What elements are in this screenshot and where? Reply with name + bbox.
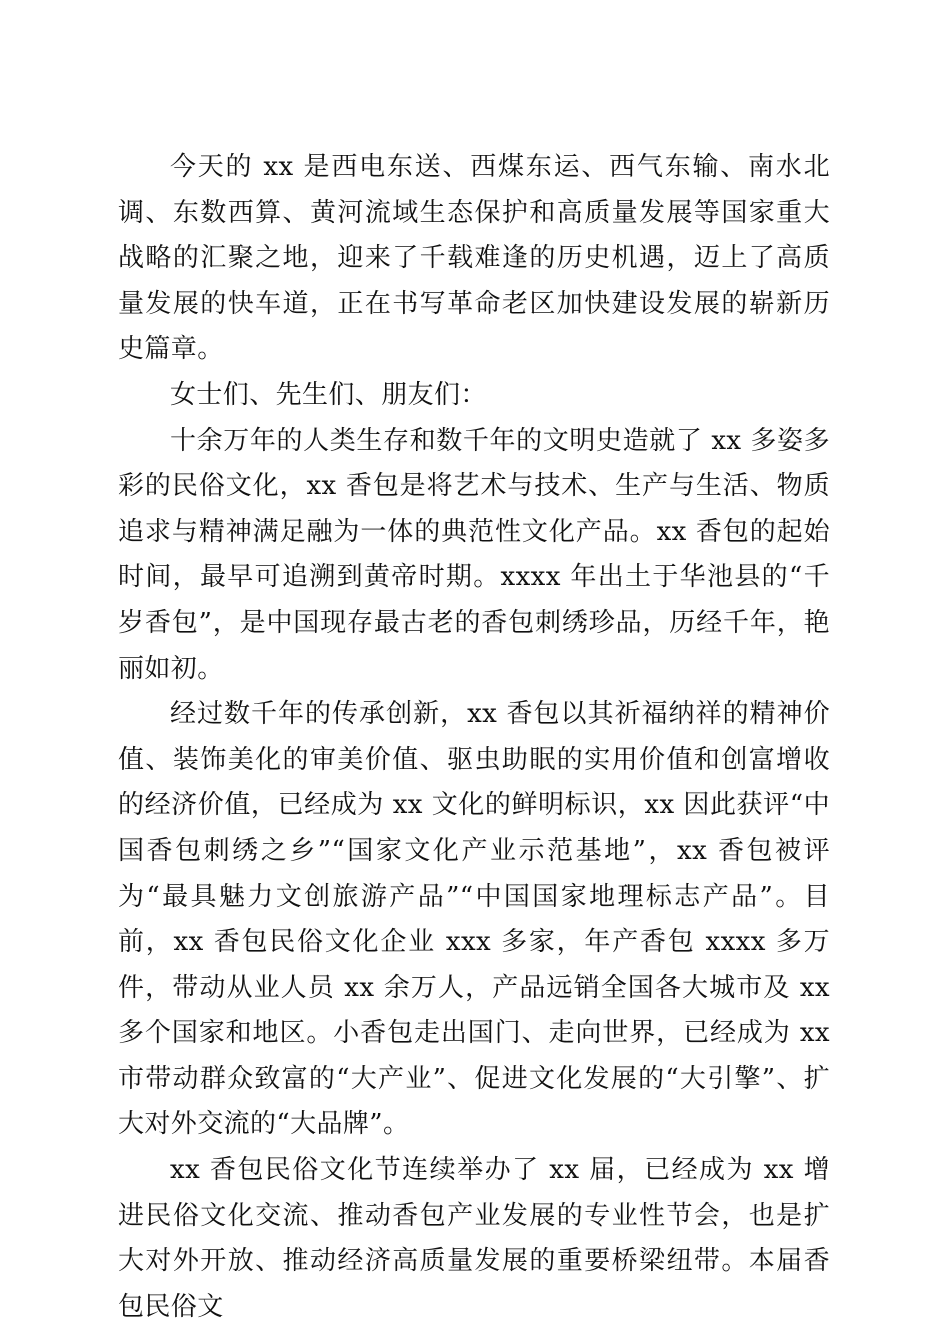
document-body [118, 145, 830, 1330]
paragraph-2: 女士们、先生们、朋友们： [170, 379, 487, 410]
paragraph-4: 经过数千年的传承创新，xx 香包以其祈福纳祥的精神价值、装饰美化的审美价值、驱虫助眠的实用价值和创富增收的经济价值，已经成为 xx 文化的鲜明标识，xx 因此获评“中国香包刺绣之乡”“国家文化产业示范基地”，xx 香包被评为“最具魅力文创旅游产品”“中国国家地理标志产品”。目前，xx 香包民俗文化企业 xxx 多家，年产香包 xxxx 多万件，带动从业人员 xx 余万人，产品远销全国各大城市及 xx 多个国家和地区。小香包走出国门、走向世界，已经成为 xx 市带动群众致富的“大产业”、促进文化发展的“大引擎”、扩大对外交流的“大品牌”。 [118, 699, 830, 1140]
paragraph-5: xx 香包民俗文化节连续举办了 xx 届，已经成为 xx 增进民俗文化交流、推动香包产业发展的专业性节会，也是扩大对外开放、推动经济高质量发展的重要桥梁纽带。本届香包民俗文 [118, 1155, 830, 1322]
paragraph-1: 今天的 xx 是西电东送、西煤东运、西气东输、南水北调、东数西算、黄河流域生态保护和高质量发展等国家重大战略的汇聚之地，迎来了千载难逢的历史机遇，迈上了高质量发展的快车道，正在书写革命老区加快建设发展的崭新历史篇章。 [118, 152, 830, 365]
paragraph-3: 十余万年的人类生存和数千年的文明史造就了 xx 多姿多彩的民俗文化，xx 香包是将艺术与技术、生产与生活、物质追求与精神满足融为一体的典范性文化产品。xx 香包的起始时间，最早可追溯到黄帝时期。xxxx 年出土于华池县的“千岁香包”，是中国现存最古老的香包刺绣珍品，历经千年，艳丽如初。 [118, 425, 830, 684]
